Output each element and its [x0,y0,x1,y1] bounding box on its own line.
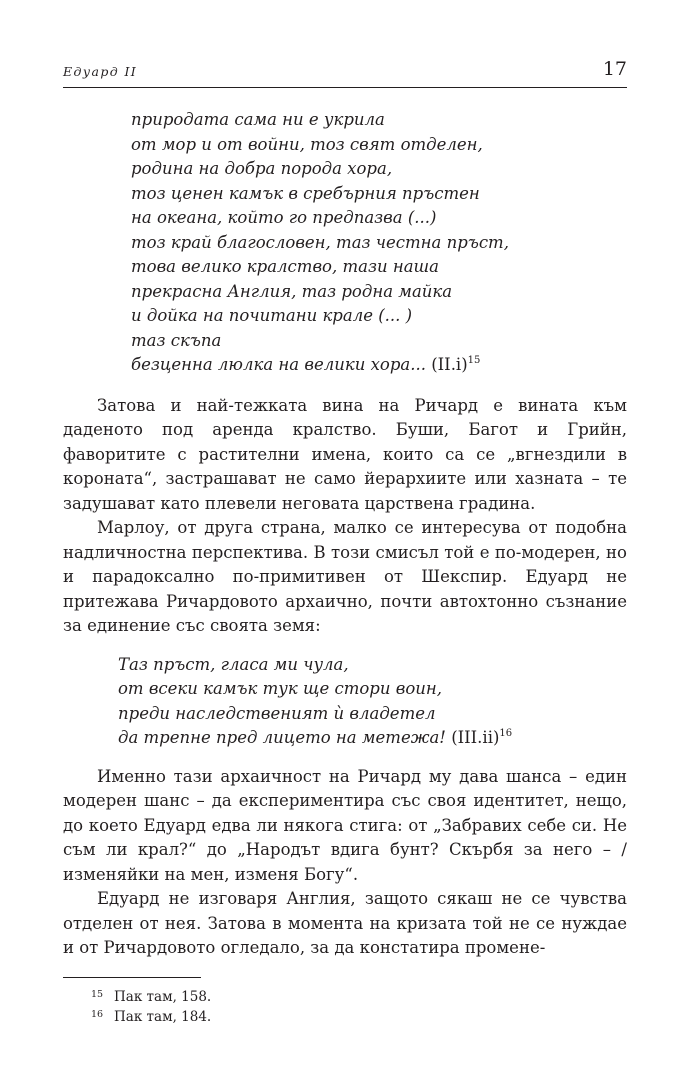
footnote [63,1008,627,1028]
footnote-mark[interactable]: 16 [499,728,513,739]
verse-line-last [118,726,627,751]
verse-line-last [131,353,627,378]
page-number: 17 [602,58,627,80]
verse-line: тоз край благословен, таз честна пръст, [131,232,509,252]
verse-line: преди наследственият ѝ владетел [118,703,436,723]
footnote-number: 16 [91,1009,104,1020]
footnote [63,988,627,1008]
verse-line: от всеки камък тук ще стори воин, [118,679,442,698]
verse-quote-2 [118,653,627,751]
verse-line: на океана, който го предпазва (...) [131,208,437,227]
page-header [63,58,627,84]
verse-line-text: да трепне пред лицето на метежа! [118,728,446,747]
paragraph: Едуард не изговаря Англия, защото сякаш не се чувства отделен от нея. Затова в момента на кризата той не се нуждае и от Ричардовото огледало, за да констатира промене- [63,889,627,957]
paragraph: Именно тази архаичност на Ричард му дава шанса – един модерен шанс – да експериментира със своя идентитет, нещо, до което Едуард едва ли някога стига: от „Забравих себе си. Не съм ли крал?“ до „Народът вдига бунт? Скърбя за него – / изменяйки на мен, изменя Богу“. [63,766,627,884]
footnote-rule [63,977,201,978]
footnote-number: 15 [91,989,104,1000]
running-title: Едуард II [63,64,138,79]
verse-line: прекрасна Англия, таз родна майка [131,281,453,301]
paragraph: Затова и най-тежката вина на Ричард е вината към даденото под аренда кралство. Буши, Багот и Грийн, фаворитите с растителни имена, които са се „вгнездили в короната“, застрашават не само йерархиите или хазната – те задушават като плевели неговата царствена градина. [63,395,627,513]
paragraph: Марлоу, от друга страна, малко се интересува от подобна надличностна перспектива. В този смисъл той е по-модерен, но и парадоксално по-примитивен от Шекспир. Едуард не притежава Ричардовото архаично, почти автохтонно съзнание за единение със своята земя: [63,518,627,635]
verse-line: от мор и от войни, тоз свят отделен, [131,134,483,154]
verse-reference: (III.ii) [451,728,500,747]
verse-line: Таз пръст, гласа ми чула, [118,654,349,674]
verse-line: тоз ценен камък в сребърния пръстен [131,183,480,203]
page-body [63,108,627,961]
verse-line: таз скъпа [131,330,222,350]
footnote-mark[interactable]: 15 [467,355,481,366]
verse-line: и дойка на почитани крале (... ) [131,306,413,325]
footnote-text: Пак там, 184. [114,1009,212,1025]
verse-line: природата сама ни е укрила [131,110,385,129]
verse-reference: (II.i) [431,355,468,374]
header-rule [63,87,627,88]
footnote-text: Пак там, 158. [114,989,212,1005]
verse-quote-1 [131,108,627,378]
verse-line: това велико кралство, тази наша [131,257,439,276]
verse-line: родина на добра порода хора, [131,159,393,178]
footnotes [63,988,627,1028]
verse-line-text: безценна люлка на велики хора... [131,355,426,374]
